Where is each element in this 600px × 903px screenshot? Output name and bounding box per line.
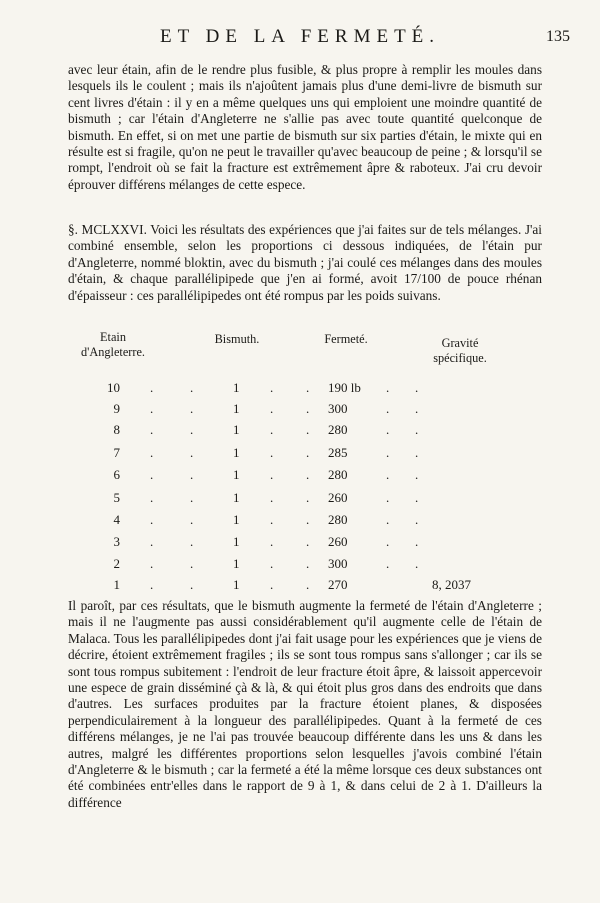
cell-fermete: 190 lb (328, 380, 361, 395)
paragraph-1: avec leur étain, afin de le rendre plus fusible, & plus propre à remplir les moules dans lesquels ils le coulent ; mais ils n'ajoûtent jamais plus d'une demi-livre de bismuth sur cent livres d'étain : il y en a même quelques uns qui emploient une moindre quantité de bismuth ; car l'étain d'Angleterre ne s'allie pas avec toute quantité quelconque de bismuth. En effet, si on met une partie de bismuth sur six parties d'étain, le mixte qui en résulte est si fragile, qu'on ne peut le travailler qu'avec beaucoup de peine ; & lorsqu'il se rompt, l'endroit où se fait la fracture est extrêmement âpre & raboteux. J'ai cru devoir éprouver différens mélanges de cette espece. (68, 62, 542, 192)
cell-etain: 6 (113, 467, 120, 482)
cell-fermete: 300 (328, 401, 348, 416)
cell-fermete: 260 (328, 534, 348, 549)
cell-bismuth: 1 (233, 534, 240, 549)
table-row: 2 . . 1 . . 300 . . (70, 556, 540, 576)
cell-bismuth: 1 (233, 512, 240, 527)
table-row: 1 . . 1 . . 270 8, 2037 (70, 577, 540, 597)
cell-fermete: 280 (328, 467, 348, 482)
page-header (0, 26, 600, 52)
cell-fermete: 285 (328, 445, 348, 460)
header-bismuth: Bismuth. (214, 332, 260, 346)
cell-bismuth: 1 (233, 401, 240, 416)
header-etain: Etain d'Angleterre. (80, 330, 145, 359)
cell-bismuth: 1 (233, 445, 240, 460)
cell-bismuth: 1 (233, 577, 240, 592)
page-number: 135 (546, 28, 570, 45)
cell-bismuth: 1 (233, 422, 240, 437)
cell-fermete: 300 (328, 556, 348, 571)
cell-etain: 7 (113, 445, 120, 460)
table-row: 6 . . 1 . . 280 . . (70, 467, 540, 487)
table-row: 7 . . 1 . . 285 . . (70, 445, 540, 465)
cell-etain: 1 (113, 577, 120, 592)
running-head: ET DE LA FERMETÉ. (160, 26, 441, 47)
cell-bismuth: 1 (233, 556, 240, 571)
cell-fermete: 280 (328, 422, 348, 437)
cell-etain: 5 (113, 490, 120, 505)
cell-bismuth: 1 (233, 490, 240, 505)
cell-etain: 9 (113, 401, 120, 416)
cell-etain: 3 (113, 534, 120, 549)
cell-etain: 8 (113, 422, 120, 437)
table-row: 9 . . 1 . . 300 . . (70, 401, 540, 421)
cell-fermete: 270 (328, 577, 348, 592)
header-fermete: Fermeté. (324, 332, 368, 346)
cell-etain: 10 (107, 380, 120, 395)
table-row: 3 . . 1 . . 260 . . (70, 534, 540, 554)
cell-bismuth: 1 (233, 380, 240, 395)
cell-fermete: 280 (328, 512, 348, 527)
table-row: 4 . . 1 . . 280 . . (70, 512, 540, 532)
cell-etain: 4 (113, 512, 120, 527)
cell-gravite: 8, 2037 (432, 577, 471, 592)
paragraph-3: Il paroît, par ces résultats, que le bismuth augmente la fermeté de l'étain d'Angleterre ; mais il ne l'augmente pas aussi considérablement qu'il augmente celle de l'étain de Malaca. Tous les parallélipipedes dont j'ai fait usage pour les expériences que je viens de décrire, étoient extrêmement fragiles ; ils se sont tous rompus sans s'allonger ; car ils se sont tous rompus subitement : l'endroit de leur fracture étoit âpre, & laissoit appercevoir une espece de grain disséminé çà & là, & qui étoit plus gros dans des endroits que dans d'autres. Les surfaces produites par la fracture étoient planes, & disposées perpendiculairement à la longueur des parallélipipedes. Quant à la fermeté de ces différens mélanges, je ne l'ai pas trouvée beaucoup différente dans les uns & dans les autres, malgré les différentes proportions selon lesquelles j'avois combiné l'étain d'Angleterre & le bismuth ; car la fermeté a été la même lorsque ces deux substances ont été combinées entr'elles dans le rapport de 9 à 1, & dans celui de 2 à 1. D'ailleurs la différence (68, 598, 542, 810)
table-row: 10 . . 1 . . 190 lb . . (70, 380, 540, 400)
results-table (70, 330, 540, 592)
table-row: 8 . . 1 . . 280 . . (70, 422, 540, 442)
table-row: 5 . . 1 . . 260 . . (70, 490, 540, 510)
paragraph-section-1176: §. MCLXXVI. Voici les résultats des expériences que j'ai faites sur de tels mélanges. J'ai combiné ensemble, selon les proportions ci dessous indiquées, de l'étain pur d'Angleterre, nommé bloktin, avec du bismuth ; j'ai coulé ces mélanges dans des moules d'étain, & chaque parallélipipede que j'en ai formé, avoit 17/100 de pouce rhénan d'épaisseur : ces parallélipipedes ont été rompus par les poids suivans. (68, 222, 542, 303)
cell-bismuth: 1 (233, 467, 240, 482)
header-gravite: Gravité spécifique. (433, 336, 487, 365)
cell-fermete: 260 (328, 490, 348, 505)
cell-etain: 2 (113, 556, 120, 571)
